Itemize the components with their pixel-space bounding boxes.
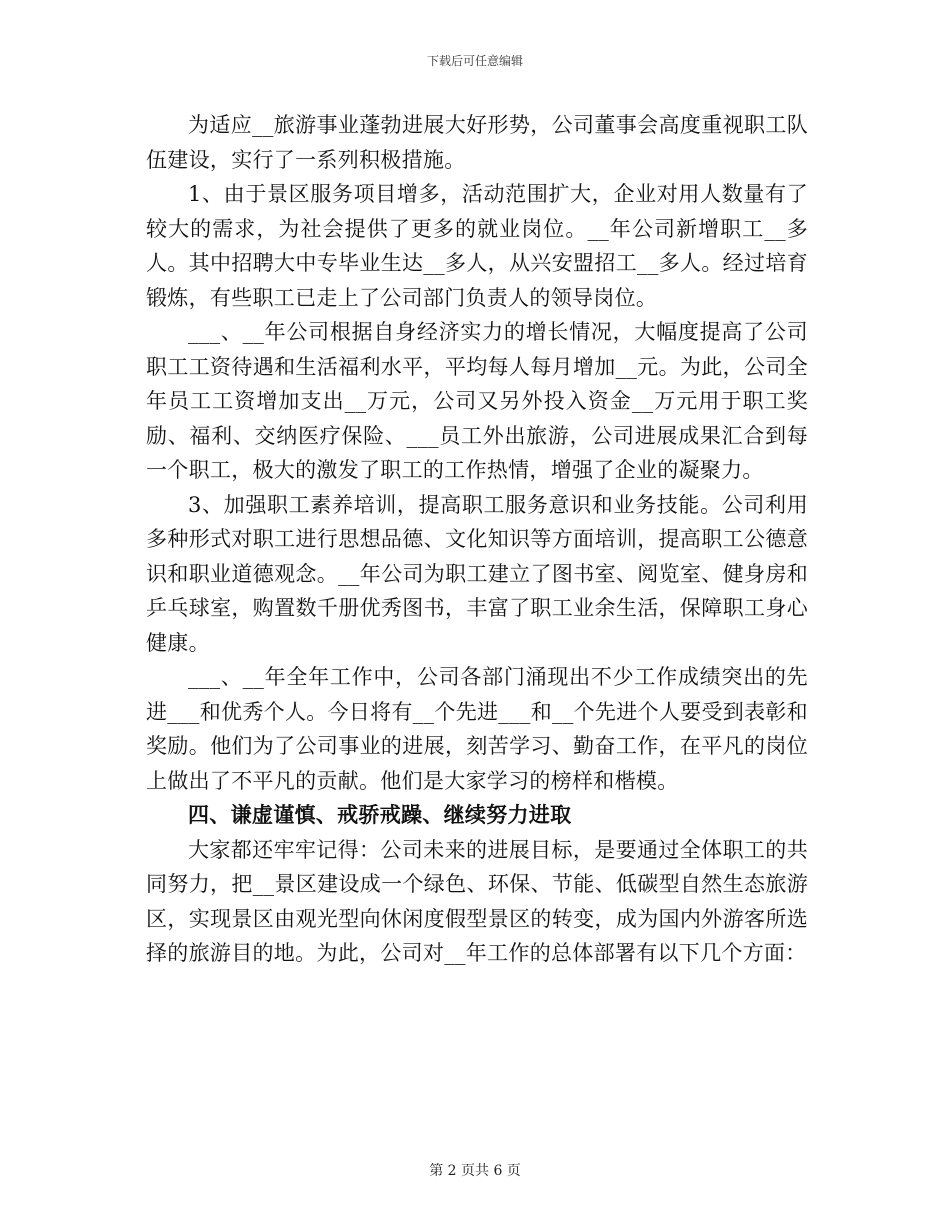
paragraph-item-3: 3、加强职工素养培训，提高职工服务意识和业务技能。公司利用多种形式对职工进行思想品德、文化知识等方面培训，提高职工公德意识和职业道德观念。__年公司为职工建立了图书室、阅览室、健身房和乒乓球室，购置数千册优秀图书，丰富了职工业余生活，保障职工身心健康。	[146, 492, 808, 655]
paragraph-closing: 大家都还牢牢记得：公司未来的进展目标，是要通过全体职工的共同努力，把__景区建设成一个绿色、环保、节能、低碳型自然生态旅游区，实现景区由观光型向休闲度假型景区的转变，成为国内外游客所选择的旅游目的地。为此，公司对__年工作的总体部署有以下几个方面：	[146, 837, 808, 965]
paragraph-intro: 为适应__旅游事业蓬勃进展大好形势，公司董事会高度重视职工队伍建设，实行了一系列积极措施。	[146, 113, 808, 172]
paragraph-item-4: ___、__年全年工作中，公司各部门涌现出不少工作成绩突出的先进___和优秀个人。今日将有__个先进___和__个先进个人要受到表彰和奖励。他们为了公司事业的进展，刻苦学习、勤奋工作，在平凡的岗位上做出了不平凡的贡献。他们是大家学习的榜样和楷模。	[146, 665, 808, 793]
section-heading: 四、谦虚谨慎、戒骄戒躁、继续努力进取	[188, 802, 572, 827]
paragraph-item-2: ___、__年公司根据自身经济实力的增长情况，大幅度提高了公司职工工资待遇和生活福利水平，平均每人每月增加__元。为此，公司全年员工工资增加支出__万元，公司又另外投入资金__万元用于职工奖励、福利、交纳医疗保险、___员工外出旅游，公司进展成果汇合到每一个职工，极大的激发了职工的工作热情，增强了企业的凝聚力。	[146, 320, 808, 482]
paragraph-item-1: 1、由于景区服务项目增多，活动范围扩大，企业对用人数量有了较大的需求，为社会提供了更多的就业岗位。__年公司新增职工__多人。其中招聘大中专毕业生达__多人，从兴安盟招工__多人。经过培育锻炼，有些职工已走上了公司部门负责人的领导岗位。	[146, 182, 808, 310]
page-footer: 第 2 页共 6 页	[429, 1163, 521, 1179]
document-body	[146, 108, 808, 971]
page-header: 下载后可任意编辑	[426, 54, 523, 68]
